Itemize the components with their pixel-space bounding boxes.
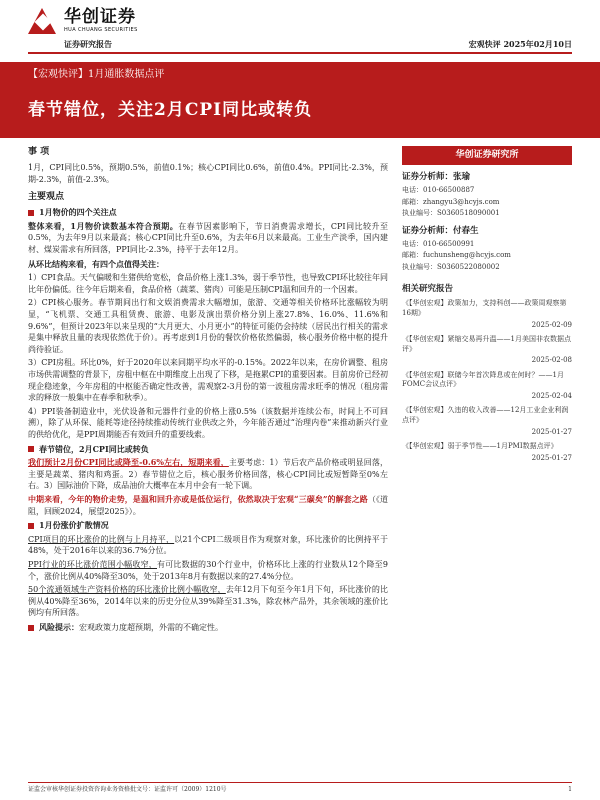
cpi-text: 以21个CPI二级项目作为观察对象，环比涨价的比例持平于48%，处于2016年以来的36.7%分位。 xyxy=(28,534,388,556)
cons-para xyxy=(28,584,388,619)
related-report-date: 2025-02-04 xyxy=(531,392,572,401)
sidebar xyxy=(402,146,572,468)
header-divider xyxy=(28,52,572,54)
page-number: 1 xyxy=(568,786,572,793)
bullet-square-icon xyxy=(28,446,34,452)
analyst-1-title: 证券分析师：张瑜 xyxy=(402,172,471,183)
ppi-text: 有可比数据的30个行业中，价格环比上涨的行业数从12个降至9个，涨价比例从40%降至30%，处于2013年8月有数据以来的27.4%分位。 xyxy=(28,559,388,581)
report-title: 春节错位，关注2月CPI同比或转负 xyxy=(28,100,313,120)
views-heading: 主要观点 xyxy=(28,192,65,203)
related-report-link[interactable]: 《【华创宏观】政策加力，支持科创——政策周观察第16期》 xyxy=(402,299,567,317)
related-report-date: 2025-01-27 xyxy=(531,453,572,462)
overall-para xyxy=(28,221,388,256)
logo-cn: 华创证券 xyxy=(64,7,136,28)
analyst-2-cert: 执业编号：S0360522080002 xyxy=(402,262,500,271)
mom-intro: 从环比结构来看，有四个点值得关注： xyxy=(28,258,164,269)
bullet-1 xyxy=(28,207,388,219)
bullet-square-icon xyxy=(28,523,34,529)
page-header xyxy=(0,0,600,60)
point-2: 2）CPI核心服务。春节期间出行和文娱消费需求大幅增加，旅游、交通等相关价格环比涨幅较为明显，“飞机票、交通工具租赁费、旅游、电影及演出票价格分别上涨27.8%、16.0%、11.6%和9.6%”，但预计2023年以来呈现的“大月更大、小月更小”的特征可能仍会持续（居民出行相关的需求是集中释放且量的表现依然优于价）。再考虑到1月份的餐饮价格依然偏弱，核心服务价格中枢的提升尚待验证。 xyxy=(28,298,388,354)
related-report-date: 2025-01-27 xyxy=(531,427,572,436)
risk-label: 风险提示： xyxy=(39,621,79,632)
point-1: 1）CPI食品。天气偏暖和生猪供给宽松，食品价格上涨1.3%，弱于季节性，也导致CPI环比较往年同比年份偏低。往今年后期来看，食品价格（蔬菜、猪肉）可能是压制CPI温和回升的一个因素。 xyxy=(28,273,388,294)
analyst-2-mail[interactable]: 邮箱：fuchunsheng@hcyjs.com xyxy=(402,251,511,260)
bullet-3-label: 1月份涨价扩散情况 xyxy=(39,520,109,531)
ppi-para xyxy=(28,559,388,582)
bullet-1-label: 1月物价的四个关注点 xyxy=(39,207,117,218)
overall-label: 整体来看，1月物价读数基本符合预期。 xyxy=(28,220,179,231)
series-date: 宏观快评 2025年02月10日 xyxy=(468,39,572,49)
mid-label: 中期来看，今年的物价走势，是温和回升亦或是低位运行，依然取决于宏观“三碳矣”的解套之路 xyxy=(28,493,368,504)
related-report-link[interactable]: 《【华创宏观】紧缩交易再升温——1月美国非农数据点评》 xyxy=(402,334,571,353)
cpi-label: CPI项目的环比涨价的比例与上月持平， xyxy=(28,534,175,544)
point-3: 3）CPI房租。环比0%，好于2020年以来同期平均水平的-0.15%。2022年以来，在房价调整、租房市场供需调整的背景下，房租中枢在中期维度上出现了下移，是拖累CPI的重要因素。目前房价已经初现企稳迹象，今年房租的中枢能否确定性改善，需观察2-3月份的第一波租房需求旺季的情况（租房需求的释放一般集中在春季和秋季）。 xyxy=(28,358,388,403)
related-report-link[interactable]: 《【华创宏观】联储今年首次降息或在何时？——1月FOMC会议点评》 xyxy=(402,370,564,389)
bullet-2 xyxy=(28,444,388,456)
institute-header: 华创证券研究所 xyxy=(402,146,572,165)
point-4: 4）PPI装备制造业中，光伏设备和元器件行业的价格上涨0.5%（该数据并连续公布，时间上不可回溯），除了从环保、能耗等途径持续推动传统行业供改之外，今年能否通过“治理内卷”来推动新兴行业的供给优化，是PPI周期能否有效回升的重要线索。 xyxy=(28,406,388,439)
bullet-square-icon xyxy=(28,625,34,631)
bullet-2-label: 春节错位，2月CPI同比或转负 xyxy=(39,443,149,454)
analyst-1-tel: 电话：010-66500887 xyxy=(402,186,475,195)
report-topic: 【宏观快评】1月通胀数据点评 xyxy=(28,69,165,80)
logo-icon xyxy=(28,8,58,34)
event-heading: 事 项 xyxy=(28,147,50,157)
main-content xyxy=(28,146,388,635)
predict-text: 主要考虑：1）节后农产品价格或明显回落，主要是蔬菜、猪肉和鸡蛋。2）春节错位之后，核心服务价格回落，核心CPI同比或短暂降至0%左右。3）国际油价下降，成品油价大概率在本月中会有一轮下调。 xyxy=(28,458,389,491)
mid-para xyxy=(28,494,388,517)
company-logo xyxy=(28,8,138,34)
page-footer xyxy=(28,782,572,795)
mid-text: （《道阻，回顾2024，展望2025》）。 xyxy=(28,494,388,516)
event-text: 1月，CPI同比0.5%，预期0.5%，前值0.1%；核心CPI同比0.6%，前值0.4%。PPI同比-2.3%，预期-2.3%，前值-2.3%。 xyxy=(28,163,388,184)
predict-para xyxy=(28,457,388,492)
bullet-square-icon xyxy=(28,210,34,216)
footer-license: 证监会审核华创证券投资咨询业务资格批文号：证监许可（2009）1210号 xyxy=(28,786,227,793)
analyst-2-tel: 电话：010-66500991 xyxy=(402,240,475,249)
predict-label: 我们预计2月份CPI同比或降至-0.6%左右，短期来看， xyxy=(28,457,229,468)
title-banner xyxy=(0,62,600,138)
risk-bullet xyxy=(28,622,388,634)
ppi-label: PPI行业的环比涨价范围小幅收窄， xyxy=(28,559,157,569)
related-title: 相关研究报告 xyxy=(402,283,454,294)
risk-text: 宏观政策力度超预期，外需的不确定性。 xyxy=(79,622,223,632)
cons-text: 去年12月下旬至今年1月下旬，环比涨价的比例从40%降至36%，2014年以来的历史分位从39%降至31.3%，除农林产品外，其余领域的涨价比例均有所回落。 xyxy=(28,585,388,618)
related-report-date: 2025-02-09 xyxy=(531,320,572,329)
bullet-3 xyxy=(28,520,388,532)
analyst-2-title: 证券分析师：付春生 xyxy=(402,225,479,236)
cons-label: 50个流通领域生产资料价格的环比涨价比例小幅收窄， xyxy=(28,585,226,595)
related-report-link[interactable]: 《【华创宏观】久违的收入改善——12月工业企业利润点评》 xyxy=(402,406,569,425)
analyst-1-mail[interactable]: 邮箱：zhangyu3@hcyjs.com xyxy=(402,197,500,206)
cpi-para xyxy=(28,534,388,557)
analyst-1-cert: 执业编号：S0360518090001 xyxy=(402,208,500,217)
report-type: 证券研究报告 xyxy=(64,39,112,49)
logo-en: HUA CHUANG SECURITIES xyxy=(64,26,138,33)
related-report-date: 2025-02-08 xyxy=(531,356,572,365)
related-report-link[interactable]: 《【华创宏观】弱于季节性——1月PMI数据点评》 xyxy=(402,442,558,451)
overall-text: 在春节因素影响下，节日消费需求增长，CPI同比较升至0.5%，为去年9月以来最高；核心CPI同比升至0.6%，为去年6月以来最高。工业生产淡季，国内建材、煤炭需求有所回落，PPI同比-2.3%，持平于去年12月。 xyxy=(28,221,388,255)
